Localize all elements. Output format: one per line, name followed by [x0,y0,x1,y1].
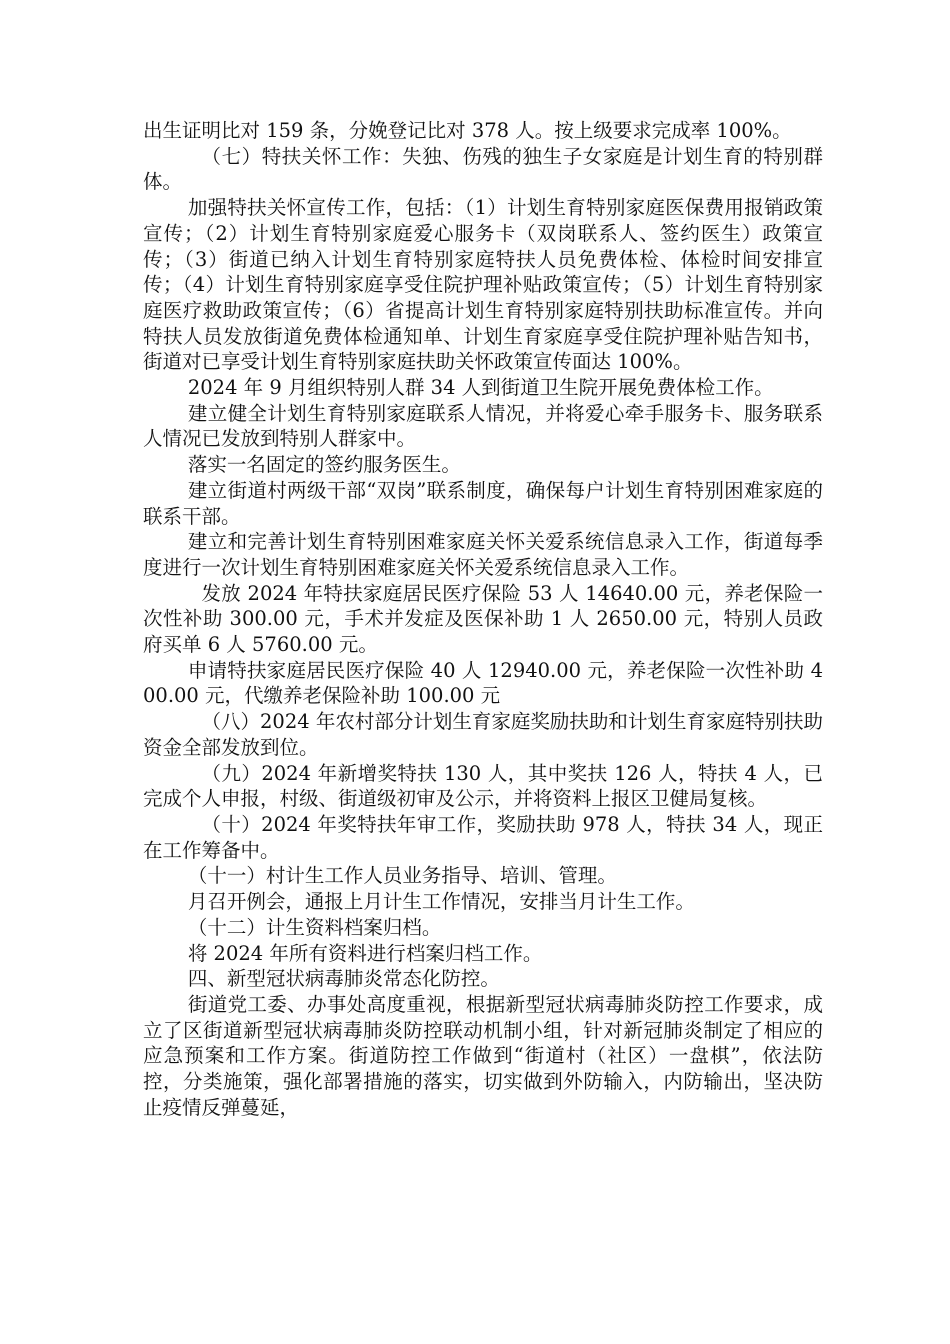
paragraph-contact-person: 建立健全计划生育特别家庭联系人情况，并将爱心牵手服务卡、服务联系人情况已发放到特别人群家中。 [143,401,823,451]
section-7-heading: （七）特扶关怀工作：失独、伤残的独生子女家庭是计划生育的特别群体。 [143,144,823,194]
section-9-heading: （九）2024 年新增奖特扶 130 人，其中奖扶 126 人，特扶 4 人，已完成个人申报，村级、街道级初审及公示，并将资料上报区卫健局复核。 [143,761,823,811]
paragraph-free-checkup: 2024 年 9 月组织特别人群 34 人到街道卫生院开展免费体检工作。 [187,376,774,400]
paragraph-publicity-work: 加强特扶关怀宣传工作，包括：（1）计划生育特别家庭医保费用报销政策宣传；（2）计划生育特别家庭爱心服务卡（双岗联系人、签约医生）政策宣传；（3）街道已纳入计划生育特别家庭特扶人员免费体检、体检时间安排宣传；（4）计划生育特别家庭享受住院护理补贴政策宣传；（5）计划生育特别家庭医疗救助政策宣传；（6）省提高计划生育特别家庭特别扶助标准宣传。并向特扶人员发放街道免费体检通知单、计划生育家庭享受住院护理补贴告知书，街道对已享受计划生育特别家庭扶助关怀政策宣传面达 100%。 [143,196,823,374]
section-12-heading: （十二）计生资料档案归档。 [187,915,442,939]
document-page [143,118,823,1120]
paragraph-dual-post-system: 建立街道村两级干部“双岗”联系制度，确保每户计划生育特别困难家庭的联系干部。 [143,478,823,528]
section-11-heading: （十一）村计生工作人员业务指导、培训、管理。 [187,864,617,888]
section-10-heading: （十）2024 年奖特扶年审工作，奖励扶助 978 人，特扶 34 人，现正在工作筹备中。 [143,812,823,862]
section-4-heading: 四、新型冠状病毒肺炎常态化防控。 [187,967,500,991]
paragraph-covid-prevention: 街道党工委、办事处高度重视，根据新型冠状病毒肺炎防控工作要求，成立了区街道新型冠状病毒肺炎防控联动机制小组，针对新冠肺炎制定了相应的应急预案和工作方案。街道防控工作做到“街道村（社区）一盘棋”，依法防控，分类施策，强化部署措施的落实，切实做到外防输入，内防输出，坚决防止疫情反弹蔓延， [143,992,823,1119]
paragraph-birth-certificate-check: 出生证明比对 159 条，分娩登记比对 378 人。按上级要求完成率 100%。 [143,119,792,142]
section-8-heading: （八）2024 年农村部分计划生育家庭奖励扶助和计划生育家庭特别扶助资金全部发放到位。 [143,710,823,759]
paragraph-insurance-application: 申请特扶家庭居民医疗保险 40 人 12940.00 元，养老保险一次性补助 400.00 元，代缴养老保险补助 100.00 元 [143,658,823,708]
paragraph-archiving: 将 2024 年所有资料进行档案归档工作。 [187,941,543,965]
paragraph-contract-doctor: 落实一名固定的签约服务医生。 [187,453,461,477]
paragraph-system-entry: 建立和完善计划生育特别困难家庭关怀关爱系统信息录入工作，街道每季度进行一次计划生育特别困难家庭关怀关爱系统信息录入工作。 [143,530,823,579]
paragraph-monthly-meeting: 月召开例会，通报上月计生工作情况，安排当月计生工作。 [187,890,695,914]
paragraph-insurance-payment: 发放 2024 年特扶家庭居民医疗保险 53 人 14640.00 元，养老保险一次性补助 300.00 元，手术并发症及医保补助 1 人 2650.00 元，特别人员政府买单 6 人 5760.00 元。 [143,581,823,657]
